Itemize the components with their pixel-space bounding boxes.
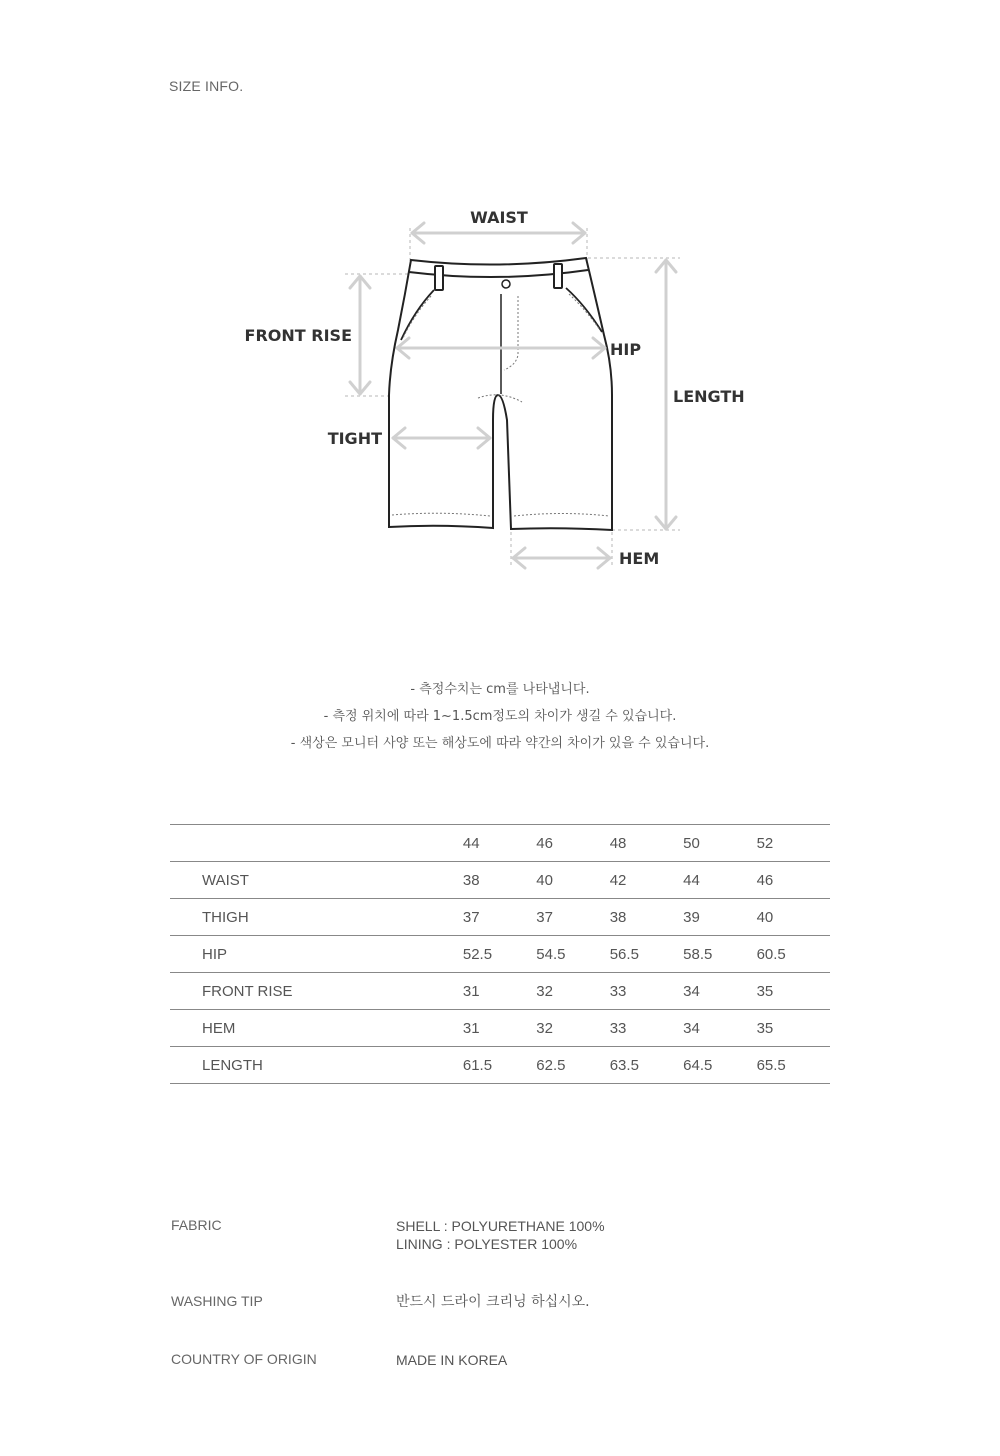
- note-line: - 색상은 모니터 사양 또는 해상도에 따라 약간의 차이가 있을 수 있습니다.: [290, 736, 710, 751]
- table-cell: 32: [536, 1010, 609, 1047]
- table-cell: 33: [610, 1010, 683, 1047]
- row-label: HEM: [170, 1010, 463, 1047]
- fabric-label: FABRIC: [171, 1217, 222, 1233]
- table-cell: 34: [683, 1010, 756, 1047]
- table-cell: 34: [683, 973, 756, 1010]
- table-row: [170, 973, 830, 1010]
- row-label: HIP: [170, 936, 463, 973]
- table-cell: 54.5: [536, 936, 609, 973]
- table-cell: 38: [610, 899, 683, 936]
- table-cell: 42: [610, 862, 683, 899]
- note-line: - 측정수치는 cm를 나타냅니다.: [410, 682, 590, 697]
- table-cell: 33: [610, 973, 683, 1010]
- table-cell: 40: [757, 899, 830, 936]
- size-header: 48: [610, 825, 683, 862]
- table-cell: 39: [683, 899, 756, 936]
- table-cell: 31: [463, 1010, 536, 1047]
- table-row: [170, 1047, 830, 1084]
- size-header: 52: [757, 825, 830, 862]
- table-cell: 37: [463, 899, 536, 936]
- table-cell: 64.5: [683, 1047, 756, 1084]
- size-header: 44: [463, 825, 536, 862]
- size-header: 46: [536, 825, 609, 862]
- hem-arrow: [513, 548, 610, 568]
- table-header-row: [170, 825, 830, 862]
- belt-loop-right: [554, 264, 562, 288]
- origin-text: MADE IN KOREA: [396, 1352, 508, 1368]
- row-label: FRONT RISE: [170, 973, 463, 1010]
- table-cell: 44: [683, 862, 756, 899]
- note-line: - 측정 위치에 따라 1~1.5cm정도의 차이가 생길 수 있습니다.: [323, 709, 677, 724]
- row-label: THIGH: [170, 899, 463, 936]
- table-row: [170, 862, 830, 899]
- button-icon: [502, 280, 510, 288]
- tight-label: TIGHT: [327, 429, 382, 448]
- washing-text: 반드시 드라이 크리닝 하십시오.: [396, 1294, 590, 1310]
- fabric-shell: SHELL : POLYURETHANE 100%: [396, 1218, 605, 1234]
- table-row: [170, 936, 830, 973]
- belt-loop-left: [435, 266, 443, 290]
- size-diagram: [0, 0, 1000, 620]
- table-cell: 60.5: [757, 936, 830, 973]
- table-cell: 31: [463, 973, 536, 1010]
- origin-label: COUNTRY OF ORIGIN: [171, 1351, 317, 1367]
- waist-label: WAIST: [470, 208, 528, 227]
- row-label: WAIST: [170, 862, 463, 899]
- measurement-notes: [0, 680, 1000, 761]
- table-cell: 62.5: [536, 1047, 609, 1084]
- fabric-value: [396, 1217, 796, 1253]
- table-row: [170, 899, 830, 936]
- washing-value: [396, 1293, 796, 1311]
- length-label: LENGTH: [673, 387, 745, 406]
- table-cell: 38: [463, 862, 536, 899]
- table-cell: 40: [536, 862, 609, 899]
- header-empty-cell: [170, 825, 463, 862]
- front-rise-arrow: [350, 276, 370, 394]
- table-cell: 65.5: [757, 1047, 830, 1084]
- origin-value: [396, 1351, 796, 1369]
- washing-label: WASHING TIP: [171, 1293, 263, 1309]
- table-cell: 46: [757, 862, 830, 899]
- table-cell: 61.5: [463, 1047, 536, 1084]
- table-cell: 35: [757, 1010, 830, 1047]
- table-cell: 56.5: [610, 936, 683, 973]
- hip-label: HIP: [610, 340, 642, 359]
- table-row: [170, 1010, 830, 1047]
- size-table: [170, 824, 830, 1084]
- table-cell: 37: [536, 899, 609, 936]
- table-cell: 35: [757, 973, 830, 1010]
- fabric-lining: LINING : POLYESTER 100%: [396, 1236, 578, 1252]
- table-cell: 58.5: [683, 936, 756, 973]
- front-rise-label: FRONT RISE: [244, 326, 352, 345]
- section-title: SIZE INFO.: [169, 78, 244, 94]
- table-cell: 63.5: [610, 1047, 683, 1084]
- hem-label: HEM: [619, 549, 660, 568]
- table-cell: 32: [536, 973, 609, 1010]
- table-cell: 52.5: [463, 936, 536, 973]
- size-header: 50: [683, 825, 756, 862]
- row-label: LENGTH: [170, 1047, 463, 1084]
